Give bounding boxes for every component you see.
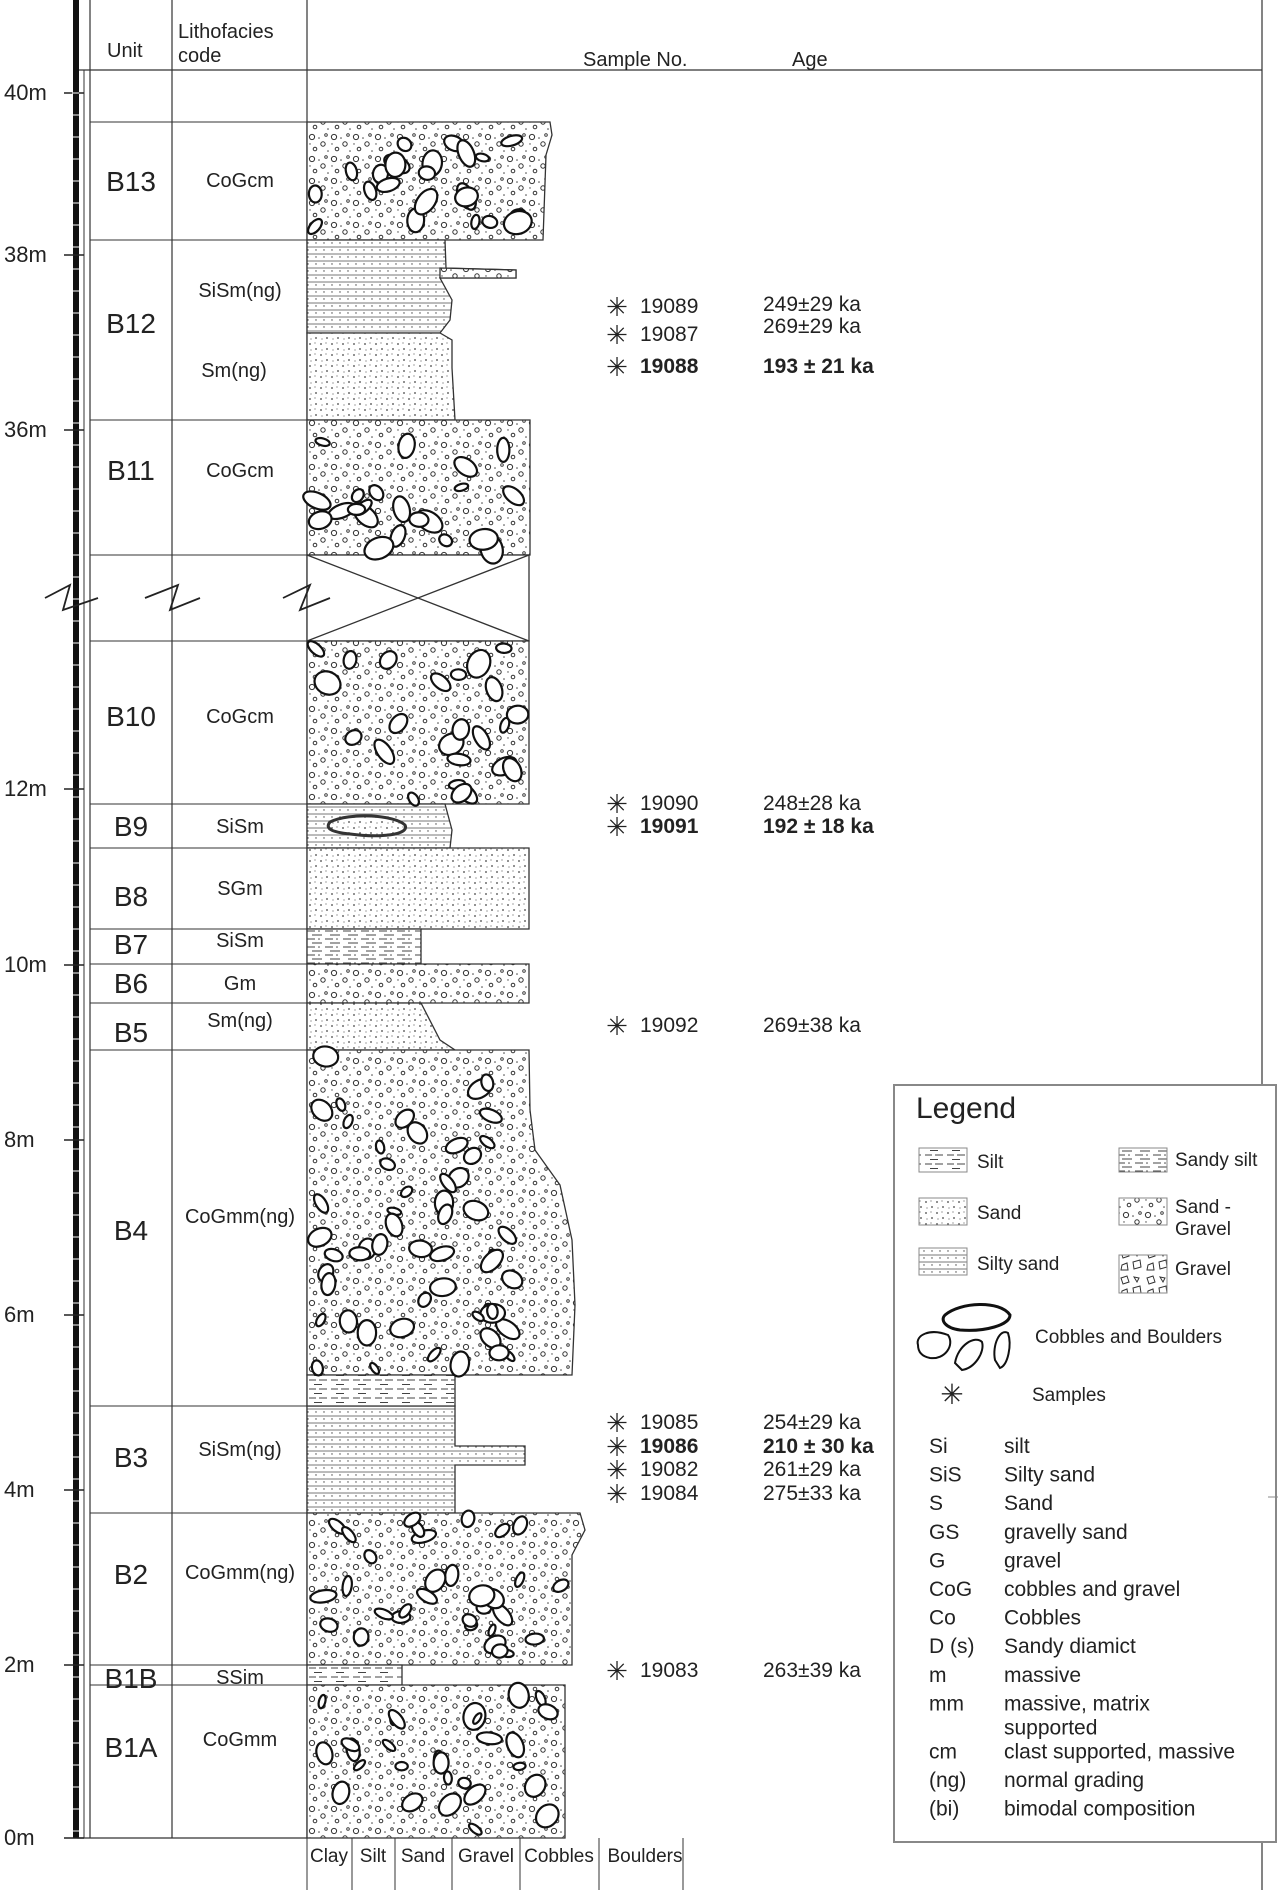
- legend-meaning: gravelly sand: [1004, 1520, 1128, 1544]
- legend-meaning: massive: [1004, 1663, 1082, 1687]
- cobble-clast: [497, 438, 509, 462]
- legend-swatch-sandy-silt: [1119, 1148, 1167, 1172]
- depth-label: 38m: [4, 242, 47, 267]
- legend-pattern-label: Sand -Gravel: [1175, 1197, 1231, 1240]
- sample-id: 19083: [640, 1659, 699, 1682]
- depth-label: 6m: [4, 1302, 35, 1327]
- code-label-b12-lower: Sm(ng): [201, 360, 267, 382]
- unit-label-b6: B6: [113, 968, 149, 999]
- layer-b10: [307, 641, 529, 804]
- depth-labels: [4, 80, 47, 1850]
- cobble-clast: [385, 152, 406, 177]
- unit-label-b1b: B1B: [104, 1663, 158, 1694]
- layer-b1b: [307, 1665, 402, 1685]
- legend-abbr: cm: [929, 1740, 957, 1764]
- cobble-clast: [358, 1320, 376, 1345]
- legend-meaning: normal grading: [1004, 1769, 1145, 1792]
- legend-pattern-label: Gravel: [1175, 1259, 1231, 1280]
- cobble-clast: [309, 185, 322, 202]
- layer-b9-lens: [328, 816, 405, 836]
- unit-label-b10: B10: [106, 701, 156, 732]
- legend-title: Legend: [916, 1092, 1017, 1125]
- legend-meaning: Sand: [1004, 1492, 1054, 1516]
- section-break-symbols: [45, 585, 330, 610]
- cobble-clast: [433, 1752, 448, 1773]
- sample-id: 19091: [640, 815, 699, 838]
- depth-label: 12m: [4, 776, 47, 801]
- grain-label-silt: Silt: [359, 1846, 387, 1867]
- cobble-clast: [349, 1247, 371, 1261]
- unit-label-b4: B4: [113, 1215, 149, 1246]
- legend-pattern-label: Sand: [977, 1203, 1022, 1224]
- unit-label-b13: B13: [106, 166, 156, 197]
- cobble-clast: [395, 1762, 407, 1770]
- legend-abbr: Si: [929, 1435, 948, 1458]
- code-label-b10: CoGcm: [206, 706, 274, 728]
- unit-label-b3: B3: [113, 1442, 149, 1473]
- cobble-clast: [525, 1633, 544, 1646]
- grain-label-boulders: Boulders: [607, 1846, 683, 1867]
- layer-b8: [307, 848, 529, 929]
- code-label-b11: CoGcm: [206, 460, 274, 482]
- sample-age: 275±33 ka: [763, 1482, 861, 1505]
- sample-marker-icon: ✳: [606, 1455, 628, 1485]
- legend-pattern-label: Sandy silt: [1175, 1150, 1258, 1171]
- sample-marker-icon: ✳: [606, 1656, 628, 1686]
- cobble-clast: [353, 1628, 370, 1647]
- legend-swatch-sand: [919, 1198, 967, 1225]
- legend-abbr: G: [929, 1549, 946, 1573]
- grain-label-clay: Clay: [309, 1846, 349, 1867]
- legend-abbr: S: [929, 1492, 944, 1516]
- sample-age: 192 ± 18 ka: [763, 815, 874, 838]
- cobble-clast: [348, 504, 365, 515]
- code-label-b2: CoGmm(ng): [184, 1562, 296, 1584]
- sample-id: 19092: [640, 1014, 699, 1037]
- legend-meaning: Cobbles: [1004, 1606, 1082, 1630]
- legend-meaning: bimodal composition: [1004, 1797, 1196, 1821]
- sample-marker-icon: ✳: [606, 352, 628, 382]
- legend-meaning: clast supported, massive: [1004, 1740, 1236, 1764]
- legend-abbr: Co: [929, 1606, 956, 1630]
- legend-abbr: (ng): [929, 1769, 967, 1792]
- depth-label: 10m: [4, 952, 47, 977]
- legend-abbr: (bi): [929, 1797, 960, 1821]
- legend-swatch-silty-sand: [919, 1248, 967, 1275]
- sample-id: 19086: [640, 1435, 699, 1458]
- cobble-clast: [496, 643, 512, 653]
- header-lithofacies-code: Lithofacies code: [178, 21, 274, 67]
- depth-label: 4m: [4, 1477, 35, 1502]
- layer-b3: [307, 1406, 525, 1513]
- legend-pattern-label: Silt: [977, 1152, 1004, 1173]
- code-label-b1a: CoGmm: [202, 1729, 278, 1751]
- sample-age: 193 ± 21 ka: [763, 355, 874, 378]
- depth-label: 36m: [4, 417, 47, 442]
- cobble-clast: [451, 669, 467, 680]
- layer-b3-top: [307, 1375, 455, 1406]
- legend-swatch-silt: [919, 1148, 967, 1172]
- legend-swatch-gravel: [1119, 1255, 1167, 1293]
- code-label-b5: Sm(ng): [207, 1010, 273, 1032]
- sample-age: 254±29 ka: [763, 1411, 861, 1434]
- unit-label-b2: B2: [113, 1559, 149, 1590]
- unit-label-b5: B5: [113, 1017, 149, 1048]
- sample-id: 19084: [640, 1482, 699, 1505]
- sample-age: 249±29 ka: [763, 293, 861, 316]
- code-label-b3: SiSm(ng): [198, 1439, 282, 1461]
- layer-b7: [307, 929, 421, 964]
- sample-marker-icon: ✳: [606, 1479, 628, 1509]
- legend-abbr: CoG: [929, 1578, 973, 1601]
- cobble-clast: [486, 1303, 498, 1319]
- depth-label: 40m: [4, 80, 47, 105]
- legend-meaning: gravel: [1004, 1549, 1062, 1573]
- sample-age: 210 ± 30 ka: [763, 1435, 874, 1458]
- grain-label-cobbles: Cobbles: [524, 1846, 594, 1867]
- code-label-b1b: SSim: [216, 1667, 264, 1689]
- grain-label-gravel: Gravel: [458, 1846, 514, 1867]
- legend-meaning: Sandy diamict: [1004, 1635, 1136, 1659]
- legend: [894, 1085, 1276, 1842]
- depth-label: 0m: [4, 1825, 35, 1850]
- legend-pattern-label: Silty sand: [977, 1254, 1060, 1275]
- sample-marker-icon: ✳: [606, 789, 628, 819]
- sample-age: 269±29 ka: [763, 315, 861, 338]
- header-age: Age: [792, 49, 828, 71]
- code-label-b4: CoGmm(ng): [184, 1206, 296, 1228]
- sample-id: 19088: [640, 355, 699, 378]
- legend-abbr: GS: [929, 1520, 960, 1544]
- depth-label: 8m: [4, 1127, 35, 1152]
- unit-label-b7: B7: [113, 929, 149, 960]
- cobble-clast: [513, 1762, 526, 1771]
- code-label-b8: SGm: [217, 878, 263, 900]
- unit-label-b11: B11: [107, 455, 155, 486]
- legend-samples-symbol: ✳: [940, 1379, 964, 1410]
- legend-abbr: SiS: [929, 1463, 962, 1487]
- legend-pattern-label: Samples: [1032, 1385, 1106, 1406]
- cobble-clast: [506, 705, 529, 724]
- unit-label-b8: B8: [113, 881, 149, 912]
- sample-age: 269±38 ka: [763, 1014, 861, 1037]
- sample-marker-icon: ✳: [606, 1011, 628, 1041]
- sample-marker-icon: ✳: [606, 320, 628, 350]
- grain-size-labels: [310, 1846, 683, 1867]
- header-unit: Unit: [107, 40, 143, 62]
- legend-abbr: mm: [929, 1692, 964, 1716]
- sample-id: 19087: [640, 323, 699, 346]
- unit-label-b1a: B1A: [104, 1732, 158, 1763]
- sample-marker-icon: ✳: [606, 1408, 628, 1438]
- layer-b12-gravel-stringer: [440, 268, 516, 278]
- legend-meaning: silt: [1004, 1435, 1030, 1458]
- sample-list: [606, 292, 874, 1686]
- sample-age: 263±39 ka: [763, 1659, 861, 1682]
- cobble-clast: [409, 512, 429, 528]
- unit-label-b9: B9: [113, 811, 149, 842]
- sample-id: 19085: [640, 1411, 699, 1434]
- legend-pattern-label: Cobbles and Boulders: [1035, 1327, 1222, 1348]
- unit-label-b12: B12: [106, 308, 156, 339]
- sample-id: 19090: [640, 792, 699, 815]
- layer-b6: [307, 964, 529, 1003]
- legend-meaning: Silty sand: [1004, 1463, 1096, 1487]
- sample-marker-icon: ✳: [606, 1432, 628, 1462]
- code-label-b9: SiSm: [216, 816, 264, 838]
- legend-swatch-sand-gravel: [1119, 1198, 1167, 1225]
- grain-label-sand: Sand: [400, 1846, 446, 1867]
- sample-age: 261±29 ka: [763, 1458, 861, 1481]
- legend-meaning: massive, matrix supported: [1004, 1692, 1150, 1740]
- code-label-b6: Gm: [223, 973, 257, 995]
- sample-marker-icon: ✳: [606, 292, 628, 322]
- layer-b12-sand: [307, 333, 455, 420]
- depth-label: 2m: [4, 1652, 35, 1677]
- sample-id: 19089: [640, 295, 699, 318]
- sample-id: 19082: [640, 1458, 699, 1481]
- layer-b5: [307, 1003, 455, 1050]
- legend-meaning: cobbles and gravel: [1004, 1578, 1181, 1601]
- lithofacies-code-labels: [185, 170, 295, 1751]
- code-label-b7: SiSm: [216, 930, 264, 952]
- code-label-b13: CoGcm: [206, 170, 274, 192]
- legend-abbr: m: [929, 1663, 947, 1687]
- sample-marker-icon: ✳: [606, 812, 628, 842]
- code-label-b12: SiSm(ng): [198, 280, 282, 302]
- legend-abbr: D (s): [929, 1635, 975, 1659]
- depth-scale-bar: [73, 0, 84, 1838]
- cobble-clast: [489, 1345, 509, 1361]
- hiatus-box: [307, 555, 529, 641]
- sample-age: 248±28 ka: [763, 792, 861, 815]
- layer-b12-silt: [307, 240, 516, 333]
- header-sample-no: Sample No.: [583, 49, 688, 71]
